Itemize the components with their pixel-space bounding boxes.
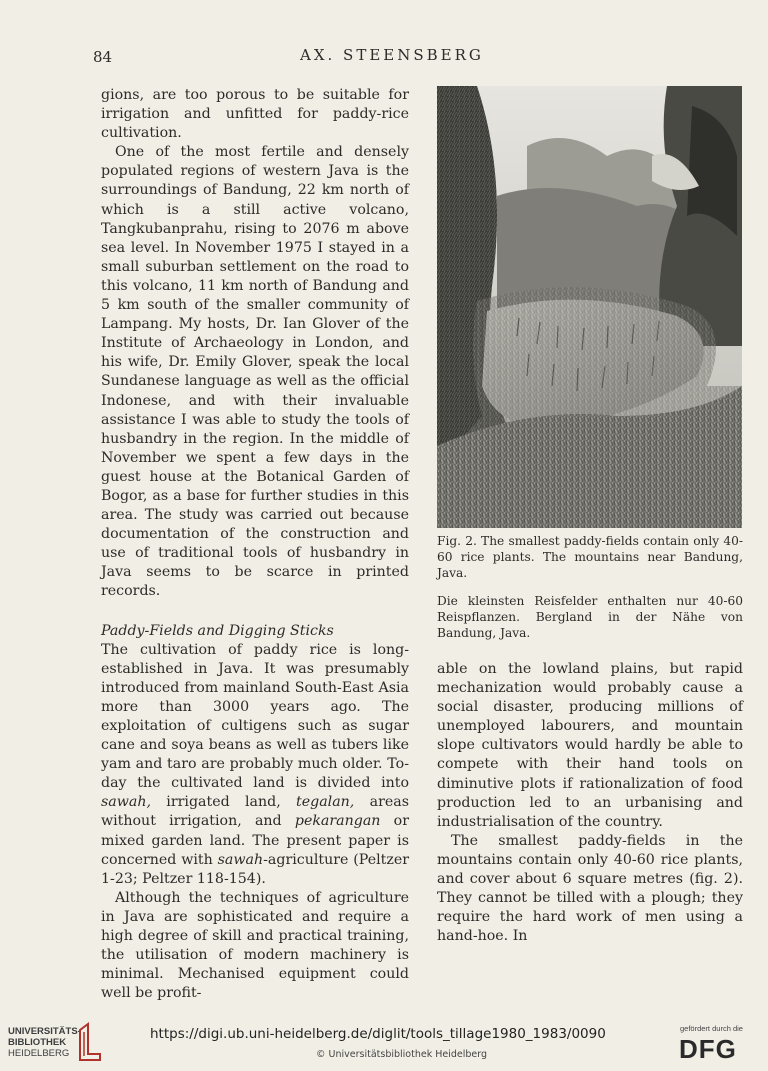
paddy-field-photo-illustration (437, 86, 742, 528)
footer (0, 1018, 768, 1071)
figure-captions (437, 533, 743, 641)
section-heading: Paddy-Fields and Digging Sticks (101, 622, 334, 639)
library-name: UNIVERSITÄTS- BIBLIOTHEK HEIDELBERG (8, 1026, 81, 1059)
running-head: AX. STEENSBERG (300, 46, 484, 64)
copyright-notice: © Universitätsbibliothek Heidelberg (316, 1049, 488, 1060)
paragraph: gions, are too porous to be suitable for irrigation and unfitted for paddy-rice cultivation. (101, 87, 409, 142)
figure-caption-english: Fig. 2. The smallest paddy-fields contain only 40-60 rice plants. The mountains near Bandung, Java. (437, 534, 743, 580)
right-column (437, 660, 743, 946)
left-column (101, 86, 409, 1003)
library-logo-icon (78, 1022, 102, 1062)
paragraph: The smallest paddy-fields in the mountains contain only 40-60 rice plants, and cover about 6 square metres (fig. 2). They cannot be tilled with a plough; they require the hard work of men using a hand-hoe. In (437, 832, 743, 945)
paragraph: Although the techniques of agriculture in Java are sophisticated and require a high degree of skill and practical training, the utilisation of modern machinery is minimal. Mechanised equipment could well be profit- (101, 889, 409, 1002)
page-number: 84 (93, 48, 113, 66)
paragraph: The cultivation of paddy rice is long-established in Java. It was presumably introduced from mainland South-East Asia more than 3000 years ago. The exploitation of cultigens such as sugar cane and soya beans as well as tubers like yam and taro are probably much older. To-day the cultivated land is divided into sawah, irrigated land, tegalan, areas without irrigation, and pekarangan or mixed garden land. The present paper is concerned with sawah-agriculture (Peltzer 1-23; Peltzer 118-154). (101, 641, 409, 887)
funding-label: gefördert durch die (680, 1024, 743, 1033)
permalink-url[interactable]: https://digi.ub.uni-heidelberg.de/diglit/tools_tillage1980_1983/0090 (150, 1026, 606, 1042)
figure-caption-german: Die kleinsten Reisfelder enthalten nur 40-60 Reispflanzen. Bergland in der Nähe von Bandung, Java. (437, 594, 743, 640)
dfg-logo: DFG (679, 1034, 737, 1064)
figure-photo (437, 86, 742, 528)
paragraph: One of the most fertile and densely populated regions of western Java is the surroundings of Bandung, 22 km north of which is a still active volcano, Tangkubanprahu, rising to 2076 m above sea level. In November 1975 I stayed in a small suburban settlement on the road to this volcano, 11 km north of Bandung and 5 km south of the smaller community of Lampang. My hosts, Dr. Ian Glover of the Institute of Archaeology in London, and his wife, Dr. Emily Glover, speak the local Sundanese language as well as the official Indonese, and with their invaluable assistance I was able to study the tools of husbandry in the region. In the middle of November we spent a few days in the guest house at the Botanical Garden of Bogor, as a base for further studies in this area. The study was carried out because documentation of the construction and use of traditional tools of husbandry in Java seems to be scarce in printed records. (101, 144, 409, 600)
paragraph: able on the lowland plains, but rapid mechanization would probably cause a social disaster, producing millions of unemployed labourers, and mountain slope cultivators would hardly be able to compete with their hand tools on diminutive plots if rationalization of food production led to an urbanising and industrialisation of the country. (437, 661, 743, 830)
